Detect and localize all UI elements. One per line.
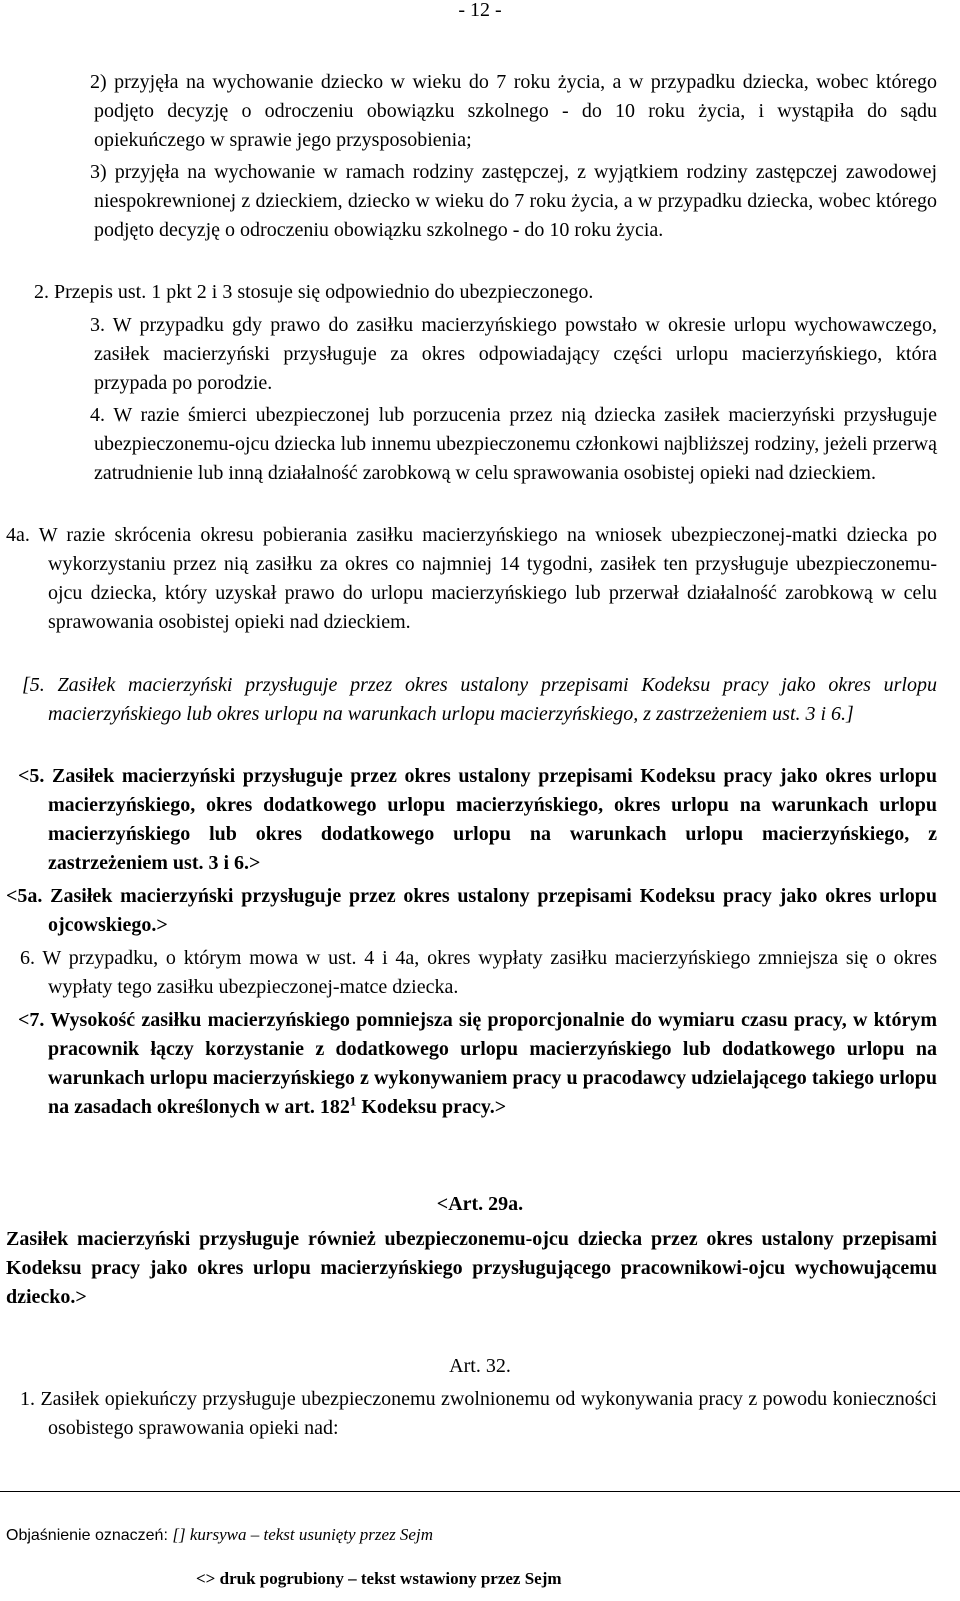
para-7-superscript: 1 [349,1093,357,1109]
para-5a: <5a. Zasiłek macierzyński przysługuje przez okres ustalony przepisami Kodeksu pracy jako okres urlopu ojcowskiego.> [6,885,937,936]
item-3: 3) przyjęła na wychowanie w ramach rodziny zastępczej, z wyjątkiem rodziny zastępczej zawodowej niespokrewnionej z dzieckiem, dziecko w wieku do 7 roku życia, a w przypadku dziecka, wobec którego podjęto decyzję o odroczeniu obowiązku szkolnego - do 10 roku życia. [90,161,937,241]
footer-legend-inserted: <> druk pogrubiony – tekst wstawiony przez Sejm [196,1569,562,1588]
para-3: 3. W przypadku gdy prawo do zasiłku macierzyńskiego powstało w okresie urlopu wychowawczego, zasiłek macierzyński przysługuje za okres odpowiadający części urlopu macierzyńskiego, która przypada po porodzie. [90,314,937,394]
para-7 [18,1006,937,1122]
page-number: - 12 - [458,0,502,21]
para-4: 4. W razie śmierci ubezpieczonej lub porzucenia przez nią dziecka zasiłek macierzyński przysługuje ubezpieczonemu-ojcu dziecka lub innemu ubezpieczonemu członkowi najbliższej rodziny, jeżeli przerwą zatrudnienie lub inną działalność zarobkową w celu sprawowania osobistej opieki nad dzieckiem. [90,404,937,484]
footer-divider [0,1491,960,1492]
para-6: 6. W przypadku, o którym mowa w ust. 4 i 4a, okres wypłaty zasiłku macierzyńskiego zmniejsza się o okres wypłaty tego zasiłku ubezpieczonej-matce dziecka. [20,947,937,998]
para-7-tail: Kodeksu pracy.> [356,1096,507,1118]
art-32-heading: Art. 32. [449,1355,511,1377]
art-29a-heading: <Art. 29a. [436,1193,524,1215]
para-2 [34,278,937,307]
para-2-text: 2. Przepis ust. 1 pkt 2 i 3 stosuje się odpowiednio do ubezpieczonego. [34,281,594,303]
para-5-inserted: <5. Zasiłek macierzyński przysługuje przez okres ustalony przepisami Kodeksu pracy jako okres urlopu macierzyńskiego, okres dodatkowego urlopu macierzyńskiego, okres urlopu na warunkach urlopu macierzyńskiego lub okres dodatkowego urlopu na warunkach urlopu macierzyńskiego, z zastrzeżeniem ust. 3 i 6.> [18,765,937,874]
art-29a-body: Zasiłek macierzyński przysługuje również ubezpieczonemu-ojcu dziecka przez okres ustalony przepisami Kodeksu pracy jako okres urlopu macierzyńskiego przysługującego pracownikowi-ojcu wychowującemu dziecko.> [6,1228,937,1308]
para-4a: 4a. W razie skrócenia okresu pobierania zasiłku macierzyńskiego na wniosek ubezpieczonej-matki dziecka po wykorzystaniu przez nią zasiłku za okres co najmniej 14 tygodni, zasiłek ten przysługuje ubezpieczonemu-ojcu dziecka, który uzyskał prawo do urlopu macierzyńskiego lub przerwał działalność zarobkową w celu sprawowania osobistej opieki nad dzieckiem. [6,524,937,633]
item-2: 2) przyjęła na wychowanie dziecko w wieku do 7 roku życia, a w przypadku dziecka, wobec którego podjęto decyzję o odroczeniu obowiązku szkolnego - do 10 roku życia, i wystąpiła do sądu opiekuńczego w sprawie jego przysposobienia; [90,71,937,151]
footer-legend-line-1 [6,1525,433,1546]
para-7-text: <7. Wysokość zasiłku macierzyńskiego pomniejsza się proporcjonalnie do wymiaru czasu pracy, w którym pracownik łączy korzystanie z dodatkowego urlopu macierzyńskiego lub dodatkowego urlopu na warunkach urlopu macierzyńskiego z wykonywaniem pracy u pracodawcy udzielającego takiego urlopu na zasadach określonych w art. 182 [18,1009,937,1118]
footer-label: Objaśnienie oznaczeń: [6,1527,168,1544]
para-5-removed: [5. Zasiłek macierzyński przysługuje przez okres ustalony przepisami Kodeksu pracy jako okres urlopu macierzyńskiego lub okres urlopu na warunkach urlopu macierzyńskiego, z zastrzeżeniem ust. 3 i 6.] [22,674,937,725]
art-32-para-1: 1. Zasiłek opiekuńczy przysługuje ubezpieczonemu zwolnionemu od wykonywania pracy z powodu konieczności osobistego sprawowania opieki nad: [20,1388,937,1439]
footer-legend-removed: [] kursywa – tekst usunięty przez Sejm [172,1525,433,1544]
footer-legend-line-2 [196,1569,562,1590]
